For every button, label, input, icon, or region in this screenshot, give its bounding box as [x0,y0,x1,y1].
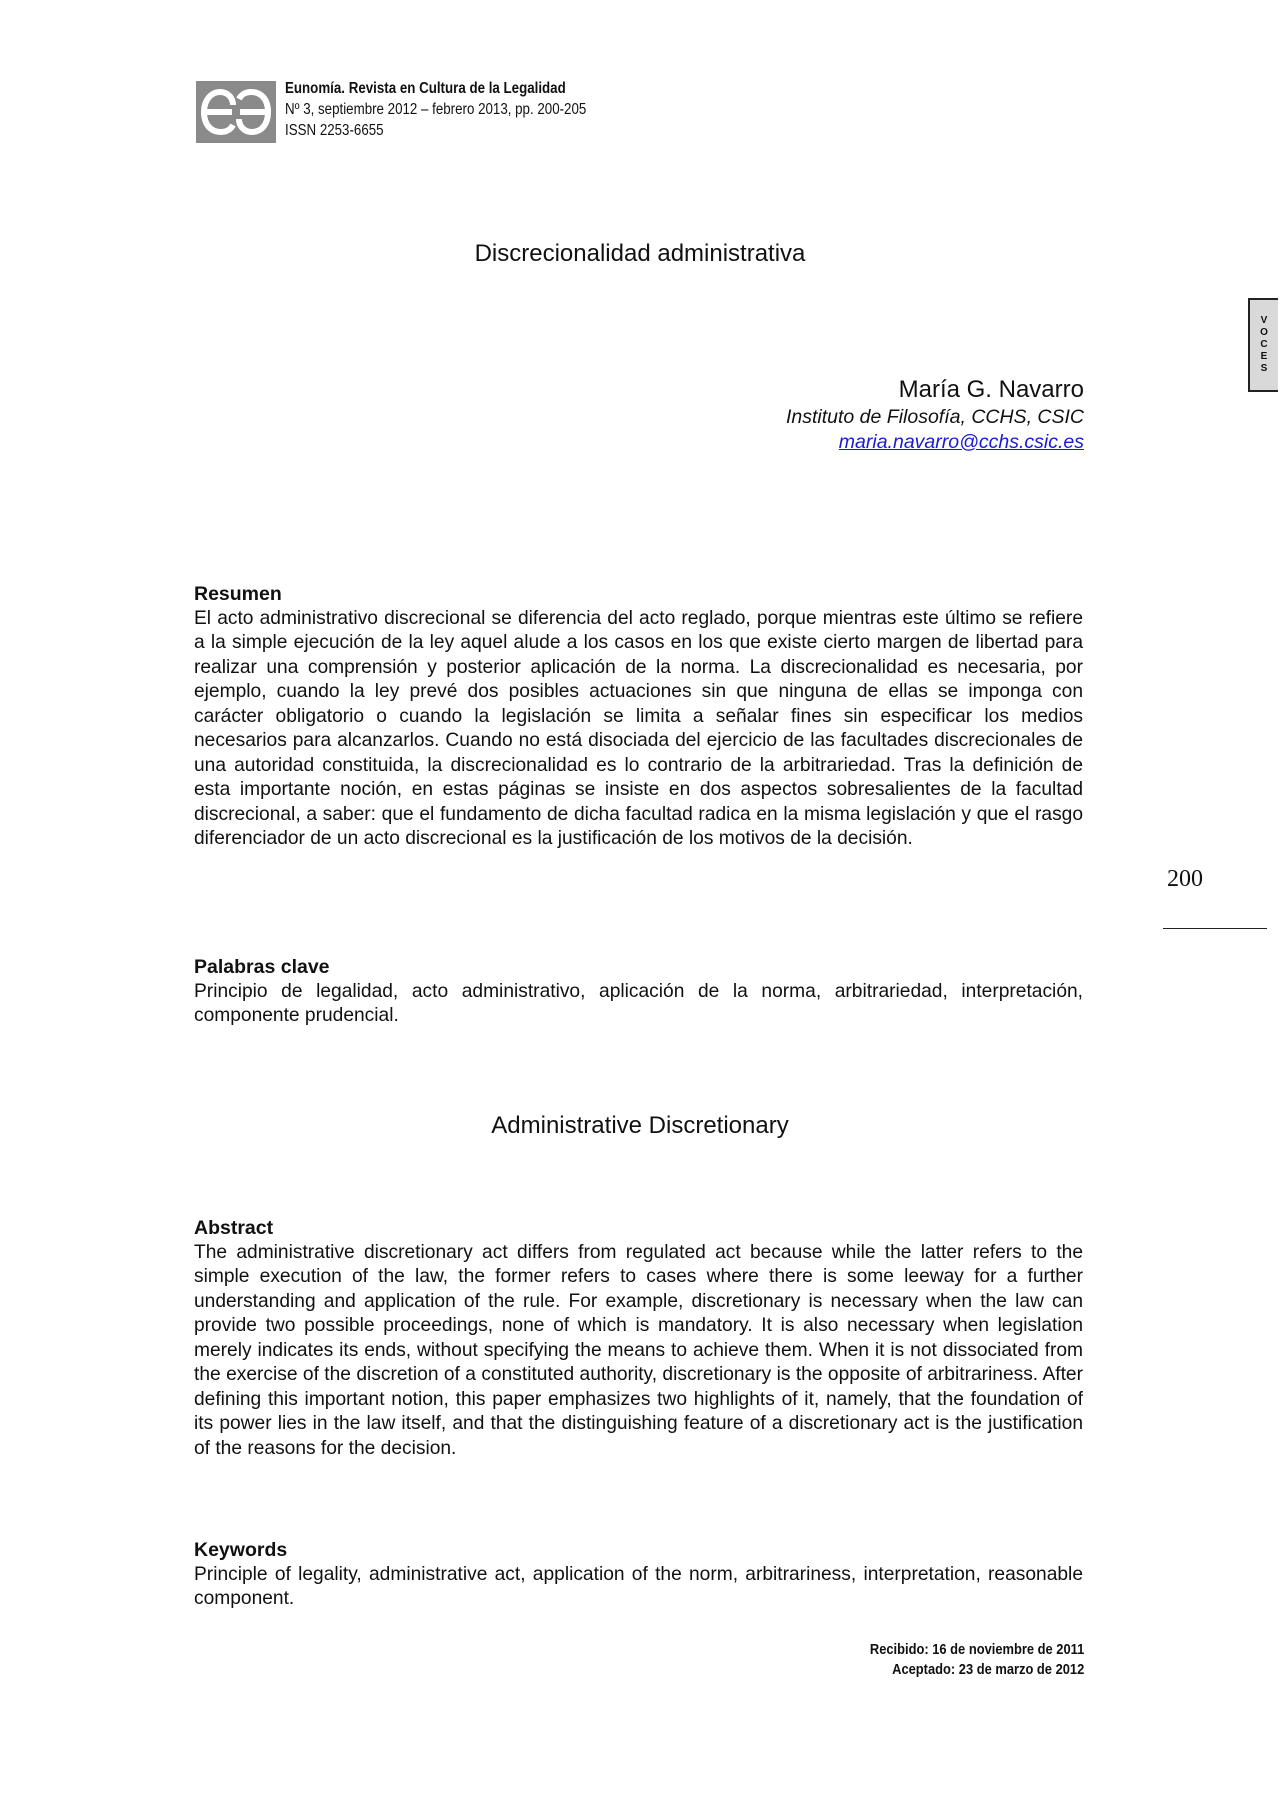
author-name: María G. Navarro [898,376,1084,403]
palabras-clave-section [194,955,1083,1029]
received-date: Recibido: 16 de noviembre de 2011 [869,1641,1084,1658]
accepted-date: Aceptado: 23 de marzo de 2012 [891,1661,1084,1678]
author-institution: Instituto de Filosofía, CCHS, CSIC [785,406,1084,428]
page-number-rule [1163,928,1267,929]
journal-logo-graphic [196,81,276,143]
journal-issn: ISSN 2253-6655 [285,122,384,139]
page-number: 200 [1167,866,1203,892]
voces-letter: E [1260,351,1268,362]
resumen-text: El acto administrativo discrecional se diferencia del acto reglado, porque mientras este último se refiere a la simple ejecución de la ley aquel alude a los casos en los que existe cierto margen de libertad para realizar una comprensión y posterior aplicación de la norma. La discrecionalidad es necesaria, por ejemplo, cuando la ley prevé dos posibles actuaciones sin que ninguna de ellas se imponga con carácter obligatorio o cuando la legislación se limita a señalar fines sin especificar los medios necesarios para alcanzarlos. Cuando no está disociada del ejercicio de las facultades discrecionales de una autoridad constituida, la discrecionalidad es lo contrario de la arbitrariedad. Tras la definición de esta importante noción, en estas páginas se insiste en dos aspectos sobresalientes de la facultad discrecional, a saber: que el fundamento de dicha facultad radica en la misma legislación y que el rasgo diferenciador de un acto discrecional es la justificación de los motivos de la decisión. [194,607,1083,849]
author-email-link[interactable]: maria.navarro@cchs.csic.es [838,431,1084,453]
abstract-text: The administrative discretionary act differs from regulated act because while the latter refers to the simple execution of the law, the former refers to cases where there is some leeway for a further understanding and application of the rule. For example, discretionary is necessary when the law can provide two possible proceedings, none of which is mandatory. It is also necessary when legislation merely indicates its ends, without specifying the means to achieve them. When it is not dissociated from the exercise of the discretion of a constituted authority, discretionary is the opposite of arbitrariness. After defining this important notion, this paper emphasizes two highlights of it, namely, that the foundation of its power lies in the law itself, and that the distinguishing feature of a discretionary act is the justification of the reasons for the decision. [194,1241,1083,1459]
voces-letter: V [1260,315,1268,326]
resumen-heading: Resumen [194,583,282,605]
journal-logo [196,81,276,143]
journal-issue: Nº 3, septiembre 2012 – febrero 2013, pp. 200-205 [285,101,587,118]
voces-section-tab [1248,298,1278,392]
article-title-es: Discrecionalidad administrativa [474,240,806,267]
article-title-en: Administrative Discretionary [491,1112,789,1139]
voces-letter: C [1260,339,1268,350]
keywords-text: Principle of legality, administrative act, application of the norm, arbitrariness, interpretation, reasonable component. [194,1563,1083,1609]
journal-name: Eunomía. Revista en Cultura de la Legalidad [285,80,566,97]
voces-letter: S [1260,363,1268,374]
keywords-section [194,1538,1083,1612]
abstract-section [194,1216,1083,1461]
submission-dates [835,1640,1084,1680]
palabras-clave-text: Principio de legalidad, acto administrativo, aplicación de la norma, arbitrariedad, interpretación, componente prudencial. [194,980,1083,1026]
keywords-heading: Keywords [194,1539,288,1561]
resumen-section [194,582,1083,852]
journal-header [285,78,586,141]
abstract-heading: Abstract [194,1217,274,1239]
voces-letter: O [1260,327,1268,338]
author-block [786,375,1084,455]
palabras-clave-heading: Palabras clave [194,956,330,978]
